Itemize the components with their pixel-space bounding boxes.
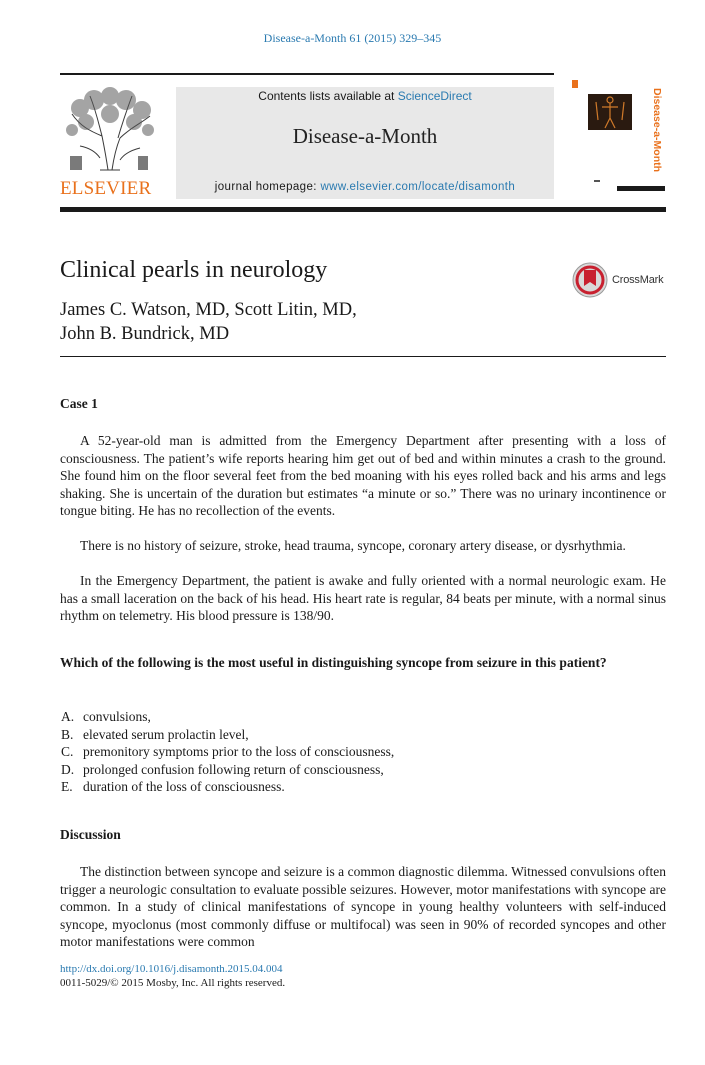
crossmark-label[interactable]: CrossMark [612, 274, 664, 286]
journal-reference[interactable]: Disease-a-Month 61 (2015) 329–345 [263, 31, 442, 45]
option-text: elevated serum prolactin level, [83, 726, 249, 742]
option-text: prolonged confusion following return of consciousness, [83, 761, 384, 777]
header-rule [60, 207, 666, 212]
option-letter: B. [61, 726, 74, 742]
option-b [60, 726, 666, 744]
title-rule [60, 356, 666, 357]
contents-line [176, 89, 554, 103]
case-paragraph-1: A 52-year-old man is admitted from the Emergency Department after presenting with a loss of consciousness. The patient’s wife reports hearing him get out of bed and within minutes a crash to the ground. She found him on the floor several feet from the bed moaning with his eyes rolled back and his arms and legs shaking. She is uncertain of the duration but estimates “a minute or so.” There was no urinary incontinence or tongue biting. He has no recollection of the events. [60, 433, 666, 518]
case-paragraph-2: There is no history of seizure, stroke, head trauma, syncope, coronary artery disease, or dysrhythmia. [80, 538, 626, 553]
case-heading: Case 1 [60, 396, 98, 411]
option-letter: A. [61, 709, 75, 724]
doi-link[interactable]: http://dx.doi.org/10.1016/j.disamonth.2015.04.004 [60, 963, 283, 975]
option-e [60, 778, 666, 796]
copyright-line: 0011-5029/© 2015 Mosby, Inc. All rights reserved. [60, 977, 286, 989]
option-text: convulsions, [83, 709, 151, 724]
cover-rule [617, 186, 665, 191]
option-a [60, 708, 666, 726]
homepage-line [176, 181, 554, 193]
question-text: Which of the following is the most useful in distinguishing syncope from seizure in this patient? [60, 655, 607, 670]
answer-options [60, 708, 666, 796]
discussion-paragraph: The distinction between syncope and seizure is a common diagnostic dilemma. Witnessed convulsions often trigger a neurologic consultation to evaluate possible seizures. However, motor manifestations with syncope are common. In a study of clinical manifestations of syncope in young healthy volunteers with self-induced syncope, myoclonus (most commonly diffuse or multifocal) was seen in 90% of recorded syncopes and other motor manifestations were common [60, 864, 666, 949]
crossmark-icon[interactable] [572, 262, 610, 298]
authors-line-1: James C. Watson, MD, Scott Litin, MD, [60, 300, 357, 320]
authors-line-2: John B. Bundrick, MD [60, 324, 230, 344]
option-letter: D. [61, 761, 75, 777]
option-text: premonitory symptoms prior to the loss of consciousness, [83, 744, 395, 759]
author-list [60, 298, 357, 346]
option-c [60, 743, 666, 761]
elsevier-wordmark: ELSEVIER [60, 178, 152, 199]
journal-cover-thumbnail[interactable] [572, 80, 664, 188]
option-letter: C. [61, 744, 74, 759]
case-paragraph-3: In the Emergency Department, the patient is awake and fully oriented with a normal neurologic exam. He has a small laceration on the back of his head. His heart rate is regular, 84 beats per minute, with a normal sinus rhythm on telemetry. His blood pressure is 138/90. [60, 573, 666, 623]
discussion-heading: Discussion [60, 827, 121, 842]
journal-title: Disease-a-Month [292, 124, 438, 148]
option-text: duration of the loss of consciousness. [83, 779, 285, 794]
contents-prefix: Contents lists available at [258, 89, 398, 103]
article-title: Clinical pearls in neurology [60, 257, 328, 283]
option-letter: E. [61, 779, 73, 794]
top-rule [60, 73, 554, 75]
cover-title: Disease-a-Month [651, 88, 663, 173]
sciencedirect-link[interactable]: ScienceDirect [397, 89, 472, 103]
homepage-prefix: journal homepage: [214, 181, 321, 193]
option-d [60, 761, 666, 779]
homepage-link[interactable]: www.elsevier.com/locate/disamonth [320, 181, 516, 193]
